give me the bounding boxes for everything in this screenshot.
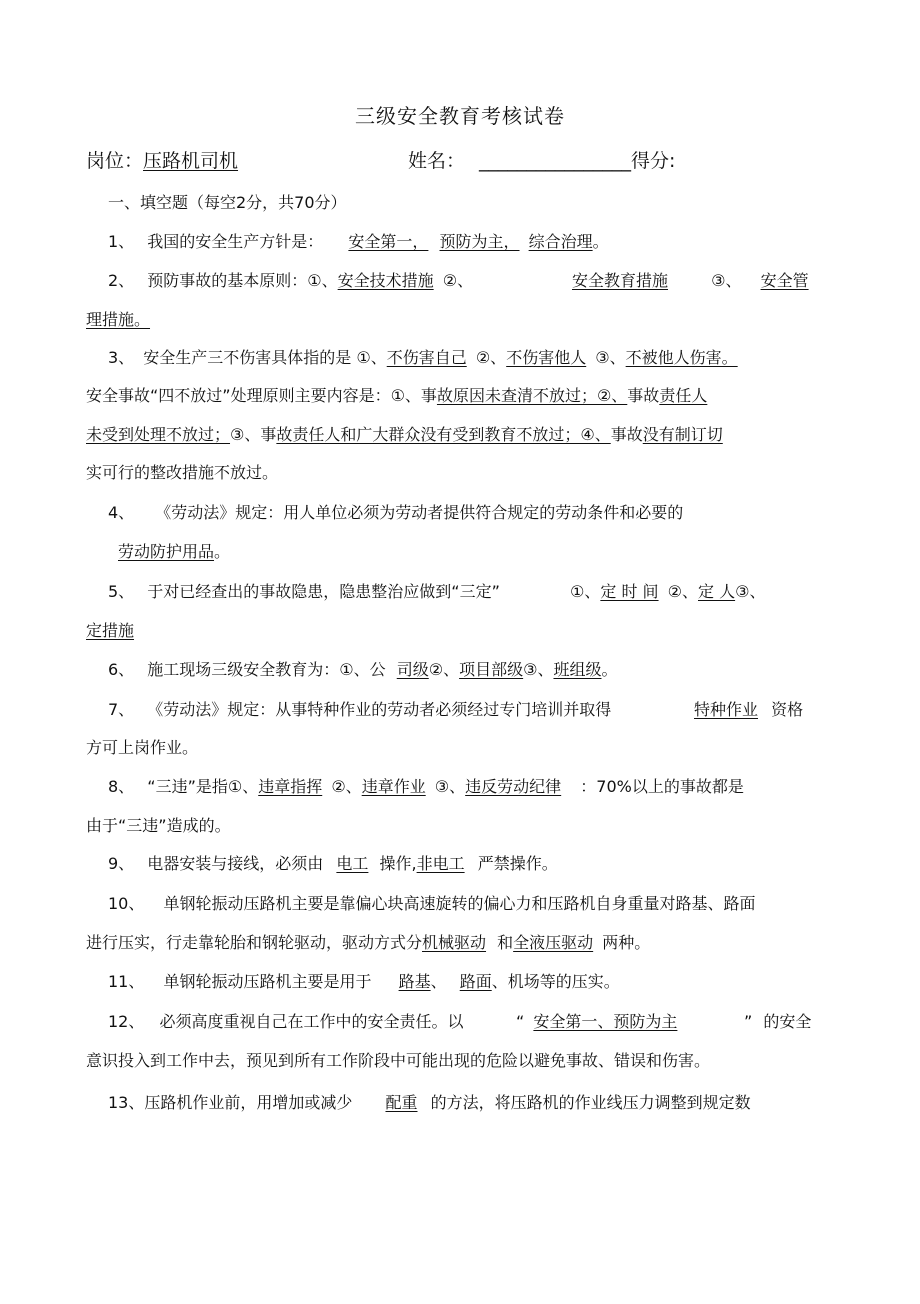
- question-text: 《劳动法》规定：用人单位必须为劳动者提供符合规定的劳动条件和必要的: [155, 503, 684, 522]
- question-text: ③、: [434, 777, 466, 796]
- question-text: 、: [430, 972, 447, 991]
- question-number: 13、: [108, 1093, 145, 1112]
- question-text: 单钢轮振动压路机主要是用于: [163, 972, 372, 991]
- question-9: [108, 853, 558, 875]
- question-number: 8、: [108, 777, 135, 796]
- answer-blank: 违反劳动纪律: [465, 777, 562, 796]
- answer-blank: 预防为主，: [439, 232, 520, 251]
- question-text: ③、: [595, 348, 626, 367]
- answer-blank: 不伤害自己: [386, 348, 467, 367]
- answer-blank: 违章作业: [361, 777, 426, 796]
- question-text: 事故: [627, 386, 660, 405]
- question-8-line2: 由于“三违”造成的。: [86, 816, 231, 835]
- question-7: [108, 699, 611, 721]
- question-number: 6、: [108, 660, 135, 679]
- answer-blank: 班组级: [553, 660, 602, 679]
- question-7-line2: 方可上岗作业。: [86, 738, 199, 757]
- answer-blank: 安全管: [760, 271, 809, 290]
- question-12-cont: [516, 1011, 677, 1033]
- question-2-line2: [86, 309, 150, 331]
- answer-blank: 电工: [336, 854, 369, 873]
- punctuation: 。: [601, 660, 618, 679]
- question-text: 操作,: [379, 854, 417, 873]
- question-7-cont: [694, 699, 803, 721]
- question-text: ③、事: [230, 425, 277, 444]
- question-5: [108, 581, 500, 603]
- answer-blank: 不伤害他人: [506, 348, 587, 367]
- question-12: [108, 1011, 463, 1033]
- name-field: [408, 150, 675, 172]
- quote-mark: “: [516, 1012, 525, 1031]
- question-12-line2: 意识投入到工作中去，预见到所有工作阶段中可能出现的危险以避免事故、错误和伤害。: [86, 1051, 711, 1070]
- question-number: 3、: [108, 348, 135, 367]
- question-10: [108, 893, 755, 915]
- question-11: [108, 971, 620, 993]
- punctuation: 。: [214, 542, 231, 561]
- name-blank: ________________: [479, 150, 632, 172]
- question-text: 事故: [610, 425, 643, 444]
- answer-blank: 路面: [459, 972, 492, 991]
- question-number: 1、: [108, 232, 135, 251]
- question-text: ：70%以上的事故都是: [580, 777, 744, 796]
- question-text: 安全生产三不伤害具体指的是 ①、: [143, 348, 387, 367]
- question-text: ③、: [735, 582, 766, 601]
- question-text: ②、: [442, 271, 474, 290]
- question-text: “三违”是指①、: [147, 777, 259, 796]
- answer-blank: 安全技术措施: [337, 271, 434, 290]
- position-value: 压路机司机: [143, 150, 239, 172]
- question-8: [108, 776, 744, 798]
- answer-blank: 全液压驱动: [513, 933, 594, 952]
- question-text: ①、: [570, 582, 601, 601]
- answer-blank: 定 人: [698, 582, 736, 601]
- answer-blank: 特种作业: [694, 700, 759, 719]
- question-text: 必须高度重视自己在工作中的安全责任。以: [159, 1012, 464, 1031]
- answer-blank: 定 时 间: [600, 582, 659, 601]
- question-number: 12、: [108, 1012, 145, 1031]
- question-number: 11、: [108, 972, 145, 991]
- question-text: 的方法，将压路机的作业线压力调整到规定数: [430, 1093, 751, 1112]
- question-2: [108, 270, 473, 292]
- question-text: ②、: [475, 348, 507, 367]
- question-13: [108, 1092, 751, 1114]
- question-text: 、机场等的压实。: [491, 972, 620, 991]
- question-text: 《劳动法》规定：从事特种作业的劳动者必须经过专门培训并取得: [147, 700, 612, 719]
- answer-blank: 司级: [396, 660, 429, 679]
- question-number: 10、: [108, 894, 145, 913]
- question-text: 的安全: [763, 1012, 812, 1031]
- question-6: [108, 659, 618, 681]
- question-text: ②、: [331, 777, 362, 796]
- question-text: 和: [497, 933, 514, 952]
- answer-blank: 安全教育措施: [572, 271, 669, 290]
- answer-blank: 故责任人和广大群众没有受到教育不放过；④、: [276, 425, 611, 444]
- section-heading: 一、填空题（每空2分，共70分）: [108, 193, 347, 212]
- question-text: 资格: [771, 700, 804, 719]
- question-3-sub-line1: [86, 385, 707, 407]
- answer-blank: 项目部级: [459, 660, 524, 679]
- question-number: 4、: [108, 503, 135, 522]
- question-text: ②、: [667, 582, 698, 601]
- question-number: 7、: [108, 700, 135, 719]
- position-label: 岗位：: [86, 150, 144, 172]
- answer-blank: 机械驱动: [422, 933, 487, 952]
- answer-blank: 安全第一、预防为主: [533, 1012, 678, 1031]
- quote-mark: ”: [744, 1012, 753, 1031]
- exam-title: 三级安全教育考核试卷: [355, 104, 565, 128]
- question-5-line2: [86, 620, 134, 642]
- question-5-cont: [570, 581, 765, 603]
- question-text: 压路机作业前，用增加或减少: [144, 1093, 353, 1112]
- question-text: 施工现场三级安全教育为：①、公: [147, 660, 386, 679]
- question-text: 于对已经查出的事故隐患，隐患整治应做到“三定”: [147, 582, 500, 601]
- answer-blank: 违章指挥: [258, 777, 323, 796]
- question-number: 2、: [108, 271, 135, 290]
- question-3-sub-line2: [86, 424, 723, 446]
- name-label: 姓名：: [408, 150, 466, 172]
- question-3-sub-line3: 实可行的整改措施不放过。: [86, 463, 279, 482]
- question-4-line2: [118, 541, 230, 563]
- question-1: [108, 231, 609, 253]
- question-text: 单钢轮振动压路机主要是靠偏心块高速旋转的偏心力和压路机自身重量对路基、路面: [163, 894, 756, 913]
- answer-blank: 不被他人伤害。: [625, 348, 738, 367]
- question-text: 我国的安全生产方针是：: [147, 232, 324, 251]
- answer-blank: 定措施: [86, 621, 135, 640]
- answer-blank: 安全第一，: [348, 232, 429, 251]
- question-text: 两种。: [602, 933, 651, 952]
- answer-blank: 责任人: [659, 386, 708, 405]
- question-text: 严禁操作。: [477, 854, 558, 873]
- question-text: 电器安装与接线，必须由: [147, 854, 324, 873]
- answer-blank: 综合治理: [528, 232, 593, 251]
- question-text: ③、: [523, 660, 554, 679]
- answer-blank: 路基: [398, 972, 431, 991]
- question-2-cont: [572, 270, 809, 292]
- question-12-tail: [744, 1011, 811, 1033]
- question-text: 进行压实，行走靠轮胎和钢轮驱动，驱动方式分: [86, 933, 423, 952]
- answer-blank: 非电工: [416, 854, 465, 873]
- answer-blank: 配重: [385, 1093, 418, 1112]
- header-line: [86, 150, 238, 172]
- score-label: 得分:: [631, 150, 676, 172]
- answer-blank: 没有制订切: [642, 425, 723, 444]
- answer-blank: 未受到处理不放过；: [86, 425, 231, 444]
- answer-blank: 理措施。: [86, 310, 151, 329]
- question-10-line2: [86, 932, 650, 954]
- answer-blank: 劳动防护用品: [118, 542, 215, 561]
- question-number: 5、: [108, 582, 135, 601]
- question-text: 安全事故“四不放过”处理原则主要内容是：①、事: [86, 386, 437, 405]
- question-3: [108, 347, 738, 369]
- question-4: [108, 502, 683, 524]
- question-number: 9、: [108, 854, 135, 873]
- question-text: ③、: [711, 271, 742, 290]
- question-text: ②、: [428, 660, 460, 679]
- question-text: 预防事故的基本原则：①、: [147, 271, 338, 290]
- punctuation: 。: [592, 232, 609, 251]
- answer-blank: 故原因未查清不放过；②、: [436, 386, 628, 405]
